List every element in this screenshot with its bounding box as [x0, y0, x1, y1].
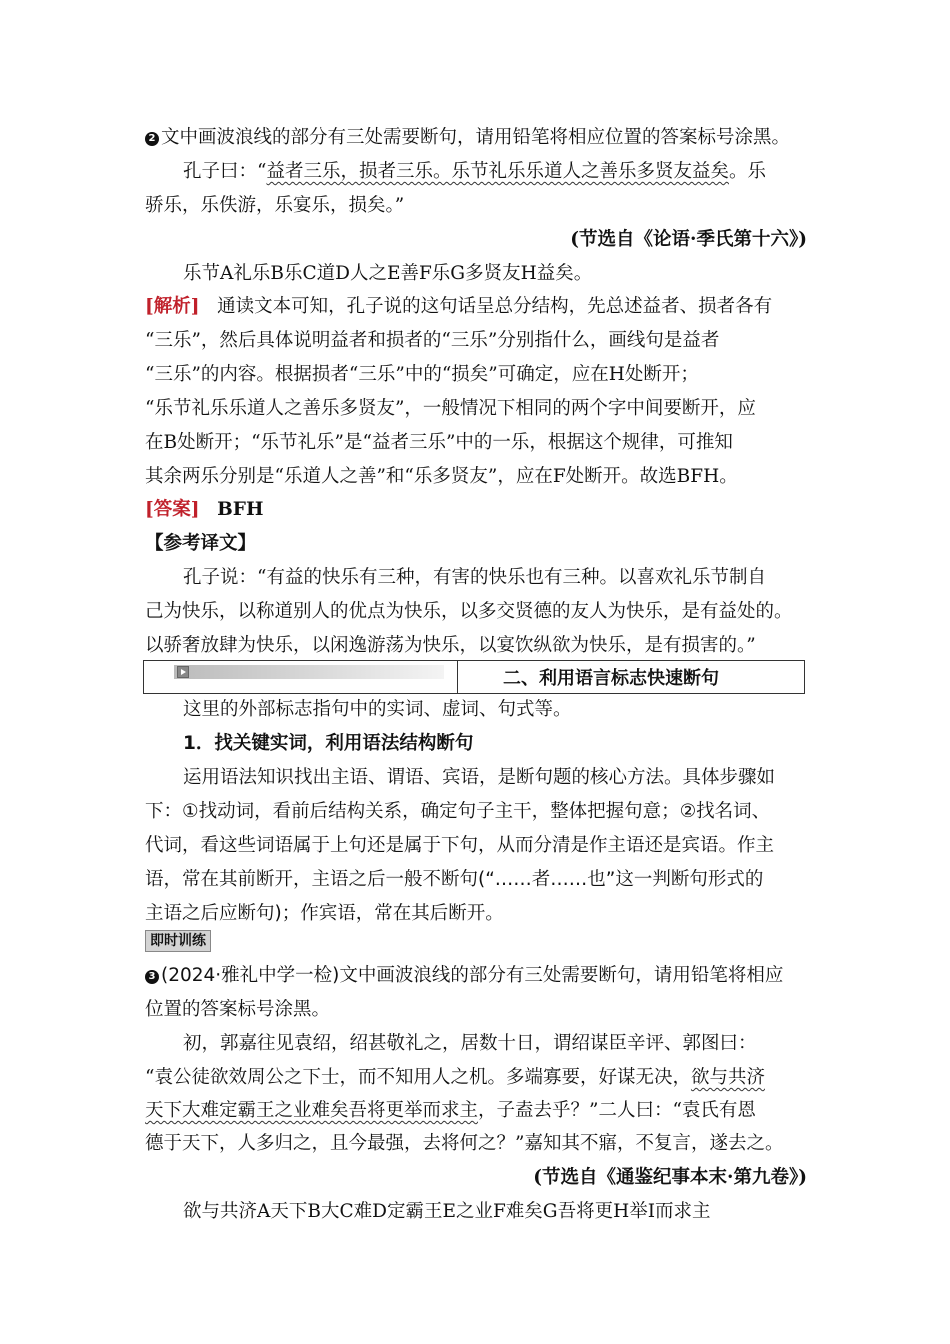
- subsection-title: 1．找关键实词，利用语法结构断句: [183, 733, 474, 754]
- q2-options-line: 乐节A礼乐B乐C道D人之E善F乐G多贤友H益矣。: [183, 263, 593, 284]
- q2-passage-line-2: 骄乐，乐佚游，乐宴乐，损矣。”: [145, 195, 405, 216]
- q2-instruction: 2 文中画波浪线的部分有三处需要断句，请用铅笔将相应位置的答案标号涂黑。: [145, 126, 790, 150]
- q2-wavy-text: 益者三乐，损者三乐。乐节礼乐乐道人之善乐多贤友益矣: [266, 161, 729, 182]
- q2-analysis-line-2: “三乐”，然后具体说明益者和损者的“三乐”分别指什么，画线句是益者: [145, 330, 720, 351]
- translation-line-2: 己为快乐，以称道别人的优点为快乐，以多交贤德的友人为快乐，是有益处的。: [145, 601, 793, 622]
- section-body-line-1: 运用语法知识找出主语、谓语、宾语，是断句题的核心方法。具体步骤如: [183, 767, 776, 788]
- section-header-bar: [143, 660, 805, 694]
- section-intro: 这里的外部标志指句中的实词、虚词、句式等。: [183, 699, 572, 720]
- practice-tag: 即时训练: [145, 930, 211, 952]
- q2-passage-line-1: 孔子曰：“益者三乐，损者三乐。乐节礼乐乐道人之善乐多贤友益矣。乐: [183, 161, 766, 182]
- play-icon: [177, 666, 189, 678]
- q3-options-line: 欲与共济A天下B大C难D定霸王E之业F难矣G吾将更H举I而求主: [183, 1201, 711, 1222]
- q2-analysis-line-5: 在B处断开；“乐节礼乐”是“益者三乐”中的一乐，根据这个规律，可推知: [145, 432, 733, 453]
- analysis-label: [解析]: [145, 296, 200, 317]
- section-header-left: [144, 661, 458, 693]
- q2-analysis-line-1: [解析] 通读文本可知，孔子说的这句话呈总分结构，先总述益者、损者各有: [145, 296, 773, 317]
- q3-wavy-text-2: 天下大难定霸王之业难矣吾将更举而求主: [145, 1100, 479, 1121]
- q3-instruction-line-1: 3 (2024·雅礼中学一检)文中画波浪线的部分有三处需要断句，请用铅笔将相应: [145, 964, 783, 988]
- section-body-line-4: 语，常在其前断开，主语之后一般不断句(“……者……也”这一判断句形式的: [145, 869, 764, 890]
- q3-wavy-text-1: 欲与共济: [690, 1067, 765, 1088]
- q2-answer: [答案] BFH: [145, 499, 264, 520]
- q2-number-badge: 2: [145, 132, 159, 146]
- section-header-strip: [174, 665, 444, 679]
- q3-passage-line-4: 德于天下，人多归之，且今最强，去将何之？”嘉知其不寤，不复言，遂去之。: [145, 1133, 784, 1154]
- section-body-line-2: 下：①找动词，看前后结构关系，确定句子主干，整体把握句意；②找名词、: [145, 801, 771, 822]
- q2-analysis-line-4: “乐节礼乐乐道人之善乐多贤友”，一般情况下相同的两个字中间要断开，应: [145, 398, 756, 419]
- q3-passage-line-3: 天下大难定霸王之业难矣吾将更举而求主，子盍去乎？”二人曰：“袁氏有恩: [145, 1100, 756, 1121]
- answer-label: [答案]: [145, 499, 200, 520]
- translation-line-1: 孔子说：“有益的快乐有三种，有害的快乐也有三种。以喜欢礼乐节制自: [183, 567, 766, 588]
- translation-line-3: 以骄奢放肆为快乐，以闲逸游荡为快乐，以宴饮纵欲为快乐，是有损害的。”: [145, 635, 756, 656]
- q3-source: (节选自《通鉴纪事本末·第九卷》): [533, 1167, 807, 1188]
- q2-analysis-line-6: 其余两乐分别是“乐道人之善”和“乐多贤友”，应在F处断开。故选BFH。: [145, 466, 738, 487]
- section-title: 二、利用语言标志快速断句: [503, 668, 719, 689]
- q3-number-badge: 3: [145, 970, 159, 984]
- q2-source: (节选自《论语·季氏第十六》): [570, 229, 807, 250]
- q2-analysis-line-3: “三乐”的内容。根据损者“三乐”中的“损矣”可确定，应在H处断开；: [145, 364, 699, 385]
- q3-passage-line-1: 初，郭嘉往见袁绍，绍甚敬礼之，居数十日，谓绍谋臣辛评、郭图曰：: [183, 1033, 757, 1054]
- q3-instruction-line-2: 位置的答案标号涂黑。: [145, 999, 331, 1020]
- section-body-line-3: 代词，看这些词语属于上句还是属于下句，从而分清是作主语还是宾语。作主: [145, 835, 775, 856]
- section-body-line-5: 主语之后应断句)；作宾语，常在其后断开。: [145, 903, 504, 924]
- translation-title: 【参考译文】: [145, 533, 257, 554]
- q3-passage-line-2: “袁公徒欲效周公之下士，而不知用人之机。多端寡要，好谋无决，欲与共济: [145, 1067, 765, 1088]
